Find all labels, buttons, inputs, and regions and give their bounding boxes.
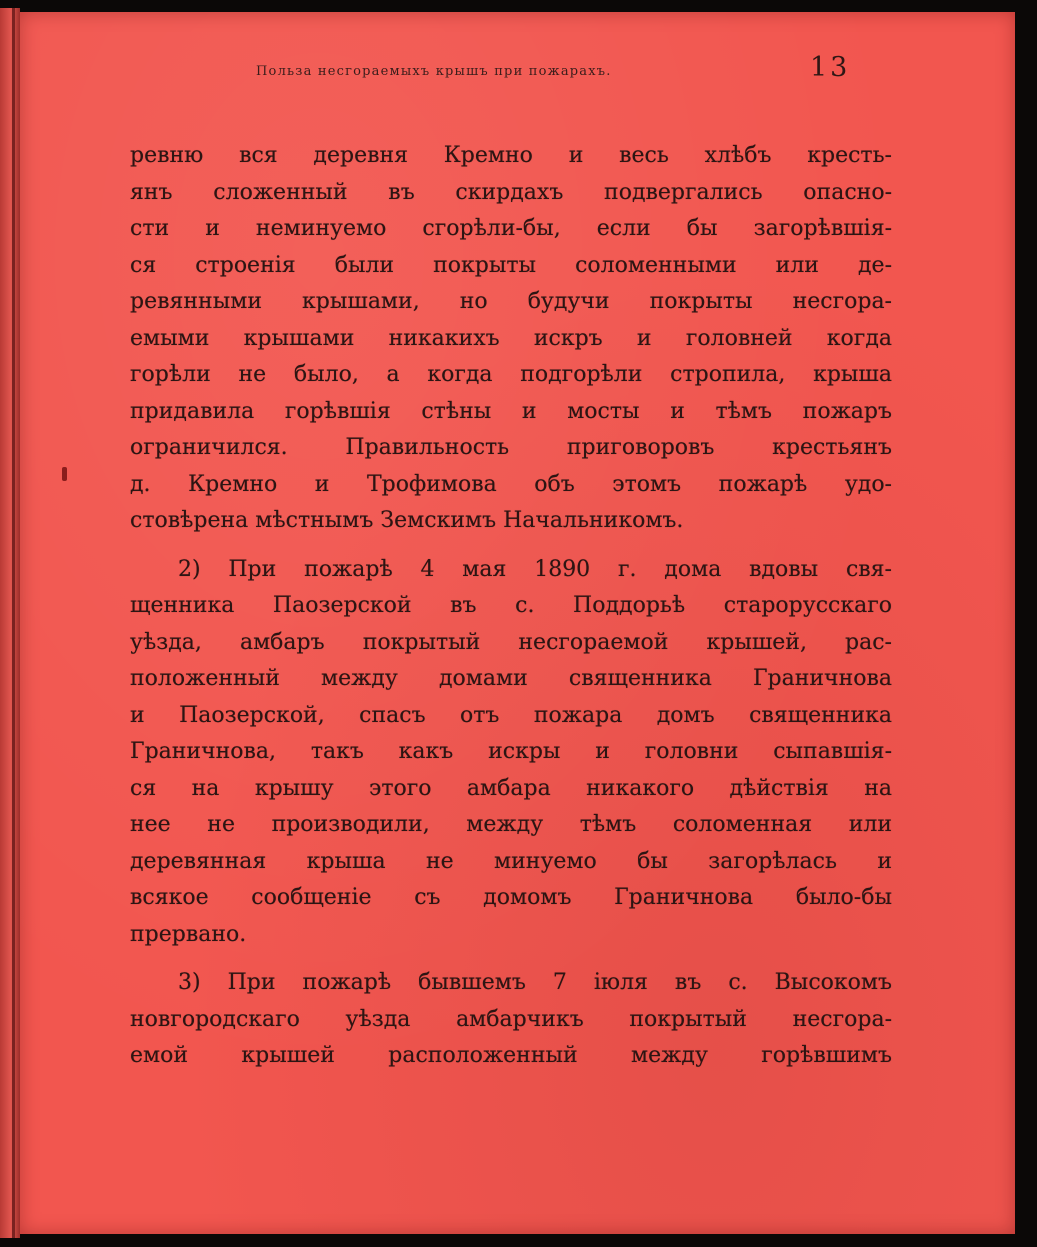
- running-head: Польза несгораемыхъ крышъ при пожарахъ.: [256, 64, 612, 79]
- page-header: [20, 52, 1015, 92]
- text-line: сти и неминуемо сгорѣли-бы, если бы загорѣвшія-: [130, 216, 892, 241]
- text-line: емыми крышами никакихъ искръ и головней когда: [130, 325, 892, 351]
- text-line: прервано.: [130, 921, 247, 947]
- text-line: деревянная крыша не минуемо бы загорѣлась и: [130, 848, 892, 874]
- text-line: щенника Паозерской въ с. Поддорьѣ старорусскаго: [130, 593, 892, 618]
- book-page: [20, 12, 1015, 1234]
- text-line: уѣзда, амбаръ покрытый несгораемой крышей, рас-: [130, 629, 892, 655]
- binding-fold: [12, 8, 15, 1238]
- text-line: д. Кремно и Трофимова объ этомъ пожарѣ удо-: [130, 471, 892, 497]
- paragraph-gap: [130, 540, 892, 552]
- text-line: и Паозерской, спасъ отъ пожара домъ священника: [130, 702, 892, 728]
- text-line: придавила горѣвшія стѣны и мосты и тѣмъ пожаръ: [130, 398, 892, 424]
- text-line: ся строенія были покрыты соломенными или де-: [130, 252, 892, 278]
- text-line: 2) При пожарѣ 4 мая 1890 г. дома вдовы свя-: [178, 556, 892, 582]
- text-line: 3) При пожарѣ бывшемъ 7 іюля въ с. Высокомъ: [178, 970, 892, 995]
- left-page-edge: [0, 8, 20, 1238]
- body-text: [130, 138, 892, 1075]
- text-line: всякое сообщеніе съ домомъ Граничнова было-бы: [130, 885, 892, 910]
- text-line: новгородскаго уѣзда амбарчикъ покрытый несгора-: [130, 1006, 892, 1032]
- text-line: стовѣрена мѣстнымъ Земскимъ Начальникомъ.: [130, 508, 684, 533]
- text-line: нее не производили, между тѣмъ соломенная или: [130, 812, 892, 837]
- text-line: емой крышей расположенный между горѣвшимъ: [130, 1043, 892, 1068]
- text-line: ревню вся деревня Кремно и весь хлѣбъ кресть-: [130, 143, 892, 168]
- paragraph-gap: [130, 953, 892, 965]
- text-line: янъ сложенный въ скирдахъ подвергались опасно-: [130, 179, 892, 205]
- ink-spot: [62, 467, 67, 481]
- text-line: горѣли не было, а когда подгорѣли стропила, крыша: [130, 362, 892, 387]
- text-line: ся на крышу этого амбара никакого дѣйствія на: [130, 775, 892, 801]
- text-line: ограничился. Правильность приговоровъ крестьянъ: [130, 435, 892, 460]
- text-line: ревянными крышами, но будучи покрыты несгора-: [130, 289, 892, 314]
- text-line: Граничнова, такъ какъ искры и головни сыпавшія-: [130, 739, 892, 764]
- text-line: положенный между домами священника Граничнова: [130, 666, 892, 691]
- page-number: 13: [810, 52, 851, 83]
